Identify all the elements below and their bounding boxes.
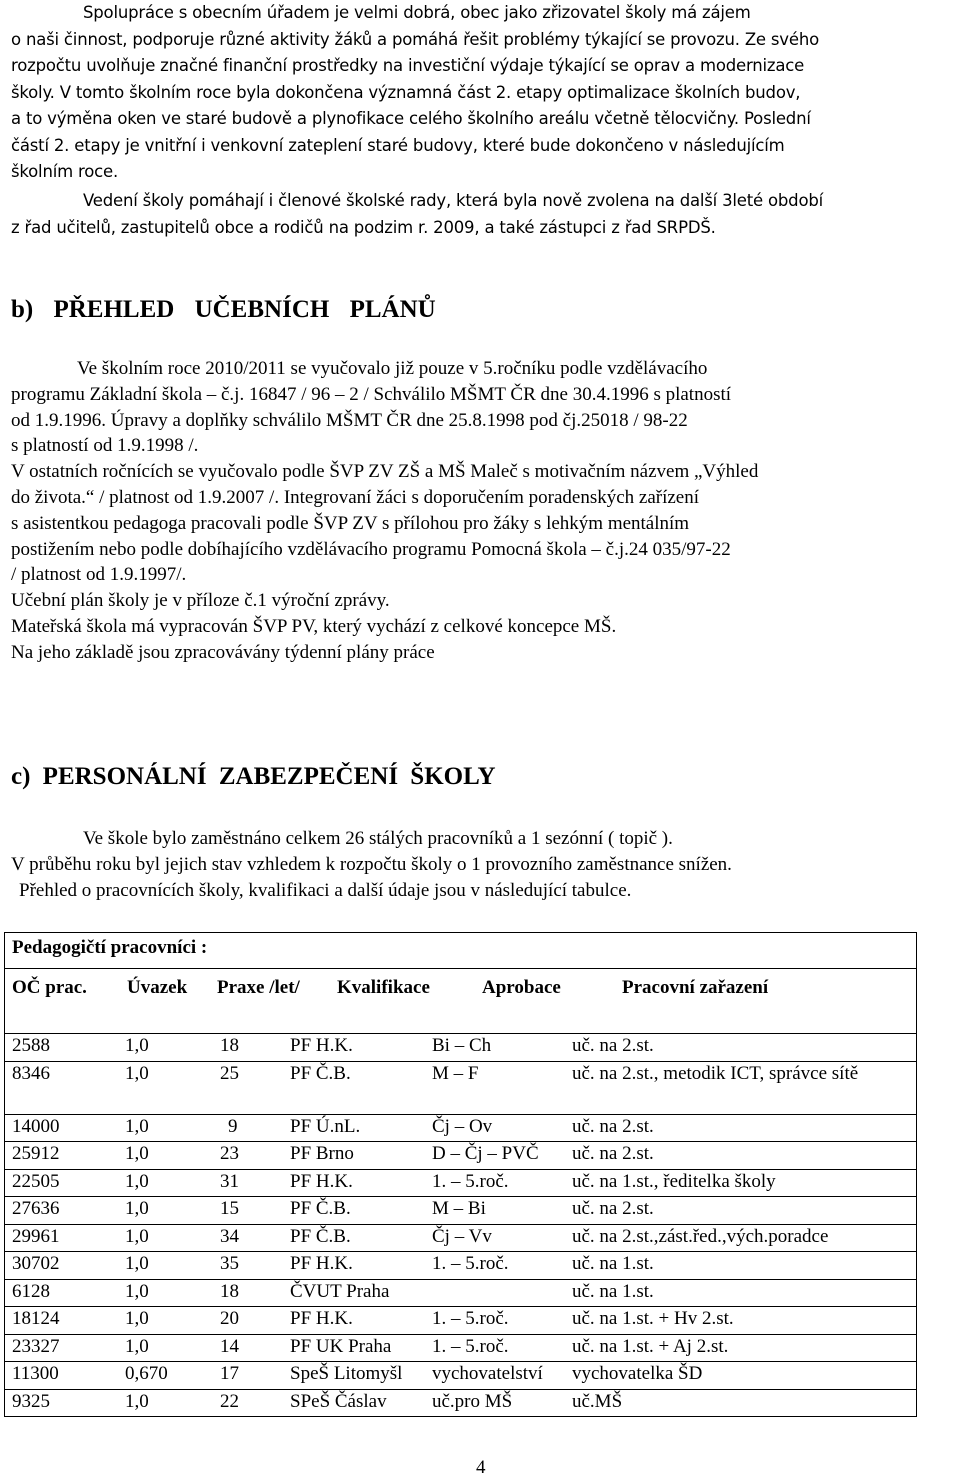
table-cell: Bi – Ch: [432, 1035, 492, 1056]
council-line: Vedení školy pomáhají i členové školské rady, která byla nově zvolena na další 3leté období: [83, 191, 824, 210]
column-header: Pracovní zařazení: [622, 977, 769, 998]
table-cell: PF H.K.: [290, 1308, 353, 1329]
table-row: [5, 1169, 917, 1197]
table-cell: PF Č.B.: [290, 1062, 351, 1084]
table-cell: 23327: [12, 1335, 60, 1357]
column-header: OČ prac.: [12, 977, 87, 998]
intro-line: rozpočtu uvolňuje značné finanční prostředky na investiční výdaje týkající se oprav a modernizace: [11, 56, 805, 75]
table-cell: PF Brno: [290, 1143, 354, 1164]
table-cell: uč. na 2.st.,zást.řed.,vých.poradce: [572, 1225, 829, 1247]
table-cell: 18: [220, 1280, 239, 1302]
table-cell: Čj – Vv: [432, 1225, 492, 1247]
table-cell: uč. na 2.st., metodik ICT, správce sítě: [572, 1062, 859, 1084]
table-cell: 22: [220, 1390, 239, 1412]
intro-line: a to výměna oken ve staré budově a plynofikace celého školního areálu včetně tělocvičny. Poslední: [11, 109, 811, 128]
table-row: [5, 1279, 917, 1307]
table-cell: 9325: [12, 1390, 50, 1412]
section-b-line: s platností od 1.9.1998 /.: [11, 435, 199, 457]
table-cell: uč. na 2.st.: [572, 1198, 654, 1219]
table-cell: 35: [220, 1253, 239, 1274]
table-cell: vychovatelka ŠD: [572, 1363, 703, 1384]
table-cell: PF H.K.: [290, 1170, 353, 1192]
table-cell: 1,0: [125, 1225, 149, 1247]
table-cell: ČVUT Praha: [290, 1280, 390, 1302]
table-cell: 1,0: [125, 1253, 149, 1274]
table-cell: vychovatelství: [432, 1363, 543, 1384]
table-cell: 1. – 5.roč.: [432, 1335, 509, 1357]
table-cell: PF H.K.: [290, 1253, 353, 1274]
table-cell: 23: [220, 1143, 239, 1164]
table-cell: 8346: [12, 1062, 50, 1084]
table-cell: M – Bi: [432, 1198, 486, 1219]
table-row: [5, 1252, 917, 1280]
table-cell: 1,0: [125, 1335, 149, 1357]
intro-line: školním roce.: [11, 162, 118, 181]
table-cell: 18124: [12, 1308, 60, 1329]
table-row: [5, 1307, 917, 1335]
section-b-line: s asistentkou pedagoga pracovali podle ŠVP ZV s přílohou pro žáky s lehkým mentálním: [11, 512, 690, 534]
table-row: [5, 1034, 917, 1062]
table-cell: D – Čj – PVČ: [432, 1143, 539, 1164]
table-cell: 31: [220, 1170, 239, 1192]
table-row: [5, 1334, 917, 1362]
table-row: [5, 1197, 917, 1225]
table-cell: 34: [220, 1225, 239, 1247]
column-header: Úvazek: [127, 977, 188, 998]
section-c-heading: c) PERSONÁLNÍ ZABEZPEČENÍ ŠKOLY: [11, 763, 496, 790]
intro-line: školy. V tomto školním roce byla dokončena významná část 2. etapy optimalizace školních budov,: [11, 82, 801, 102]
table-title: Pedagogičtí pracovníci :: [5, 933, 917, 969]
table-title-row: [5, 933, 917, 969]
table-row: [5, 1061, 917, 1114]
table-cell: 20: [220, 1308, 239, 1329]
table-cell: uč. na 1.st., ředitelka školy: [572, 1170, 776, 1192]
table-cell: Čj – Ov: [432, 1115, 493, 1137]
table-cell: 1,0: [125, 1143, 149, 1164]
table-cell: 25912: [12, 1143, 60, 1164]
table-cell: SpeŠ Litomyšl: [290, 1363, 403, 1384]
table-row: [5, 1142, 917, 1170]
table-cell: PF Č.B.: [290, 1225, 351, 1247]
table-cell: uč. na 2.st.: [572, 1143, 654, 1164]
table-cell: 27636: [12, 1198, 60, 1219]
intro-line: o naši činnost, podporuje různé aktivity žáků a pomáhá řešit problémy týkající se provozu. Ze svého: [11, 29, 819, 49]
intro-line: Spolupráce s obecním úřadem je velmi dobrá, obec jako zřizovatel školy má zájem: [83, 3, 751, 22]
section-b-line: Mateřská škola má vypracován ŠVP PV, který vychází z celkové koncepce MŠ.: [11, 615, 617, 637]
table-cell: 1. – 5.roč.: [432, 1253, 509, 1274]
table-cell: 6128: [12, 1280, 50, 1302]
section-b-line: Ve školním roce 2010/2011 se vyučovalo již pouze v 5.ročníku podle vzdělávacího: [77, 358, 708, 379]
table-cell: M – F: [432, 1062, 479, 1084]
column-header: Praxe /let/: [217, 977, 300, 998]
staff-table: [4, 932, 917, 1417]
column-header: Aprobace: [482, 977, 561, 998]
table-row: [5, 1389, 917, 1417]
table-header-row: [5, 969, 917, 1034]
table-cell: PF UK Praha: [290, 1335, 392, 1357]
table-cell: uč. na 1.st. + Aj 2.st.: [572, 1335, 729, 1357]
section-b-line: od 1.9.1996. Úpravy a doplňky schválilo MŠMT ČR dne 25.8.1998 pod čj.25018 / 98-22: [11, 409, 688, 431]
table-cell: 2588: [12, 1035, 50, 1056]
table-cell: 1,0: [125, 1308, 149, 1329]
council-line: z řad učitelů, zastupitelů obce a rodičů na podzim r. 2009, a také zástupci z řad SRPDŠ.: [11, 217, 716, 237]
section-b-line: do života.“ / platnost od 1.9.2007 /. Integrovaní žáci s doporučením poradenských zařízení: [11, 486, 700, 508]
table-cell: 1,0: [125, 1062, 149, 1084]
section-b-heading: b) PŘEHLED UČEBNÍCH PLÁNŮ: [11, 296, 436, 323]
table-cell: uč. na 2.st.: [572, 1035, 654, 1056]
table-cell: 29961: [12, 1225, 60, 1247]
table-cell: 1,0: [125, 1035, 149, 1056]
table-cell: 18: [220, 1035, 239, 1056]
section-b-line: Na jeho základě jsou zpracovávány týdenní plány práce: [11, 641, 435, 663]
table-cell: PF H.K.: [290, 1035, 353, 1056]
council-paragraph: [11, 188, 956, 241]
table-cell: 0,670: [125, 1363, 168, 1384]
table-cell: 25: [220, 1062, 239, 1084]
table-cell: 22505: [12, 1170, 60, 1192]
table-cell: 14000: [12, 1115, 60, 1137]
column-header: Kvalifikace: [337, 977, 430, 998]
table-cell: PF Č.B.: [290, 1198, 351, 1219]
table-cell: uč. na 1.st. + Hv 2.st.: [572, 1308, 734, 1329]
table-cell: uč. na 2.st.: [572, 1115, 654, 1137]
section-b-line: Učební plán školy je v příloze č.1 výroční zprávy.: [11, 590, 390, 612]
intro-line: částí 2. etapy je vnitřní i venkovní zateplení staré budovy, které bude dokončeno v následujícím: [11, 135, 785, 155]
table-row: [5, 1224, 917, 1252]
table-cell: 1,0: [125, 1198, 149, 1219]
table-cell: 1,0: [125, 1170, 149, 1192]
intro-paragraph: [11, 0, 956, 186]
section-c-line: Ve škole bylo zaměstnáno celkem 26 stálých pracovníků a 1 sezónní ( topič ).: [83, 828, 673, 849]
section-b-paragraph: [11, 356, 956, 666]
section-b-line: programu Základní škola – č.j. 16847 / 96 – 2 / Schválilo MŠMT ČR dne 30.4.1996 s platností: [11, 383, 732, 405]
section-b-line: / platnost od 1.9.1997/.: [11, 564, 187, 586]
table-cell: 1,0: [125, 1390, 149, 1412]
table-cell: 1. – 5.roč.: [432, 1308, 509, 1329]
section-b-line: postižením nebo podle dobíhajícího vzdělávacího programu Pomocná škola – č.j.24 035/97-22: [11, 538, 731, 560]
table-row: [5, 1362, 917, 1390]
table-cell: 1,0: [125, 1280, 149, 1302]
table-cell: uč. na 1.st.: [572, 1253, 654, 1274]
staff-rows: [5, 1034, 917, 1417]
table-cell: 1,0: [125, 1115, 149, 1137]
table-cell: 9: [228, 1115, 238, 1137]
section-b-line: V ostatních ročnících se vyučovalo podle ŠVP ZV ZŠ a MŠ Maleč s motivačním názvem „Výhled: [11, 461, 759, 483]
page-number: 4: [476, 1457, 486, 1478]
table-cell: uč. na 1.st.: [572, 1280, 654, 1302]
table-cell: 15: [220, 1198, 239, 1219]
table-cell: 14: [220, 1335, 239, 1357]
table-cell: uč.MŠ: [572, 1390, 623, 1412]
section-c-paragraph: [11, 826, 956, 904]
table-cell: 17: [220, 1363, 239, 1384]
table-cell: SPeŠ Čáslav: [290, 1390, 387, 1412]
table-cell: PF Ú.nL.: [290, 1115, 361, 1137]
table-cell: 1. – 5.roč.: [432, 1170, 509, 1192]
section-c-line: Přehled o pracovnících školy, kvalifikaci a další údaje jsou v následující tabulce.: [19, 880, 632, 901]
table-row: [5, 1114, 917, 1142]
table-cell: uč.pro MŠ: [432, 1390, 513, 1412]
section-c-line: V průběhu roku byl jejich stav vzhledem k rozpočtu školy o 1 provozního zaměstnance snížen.: [11, 854, 732, 875]
table-cell: 30702: [12, 1253, 60, 1274]
table-cell: 11300: [12, 1363, 59, 1384]
